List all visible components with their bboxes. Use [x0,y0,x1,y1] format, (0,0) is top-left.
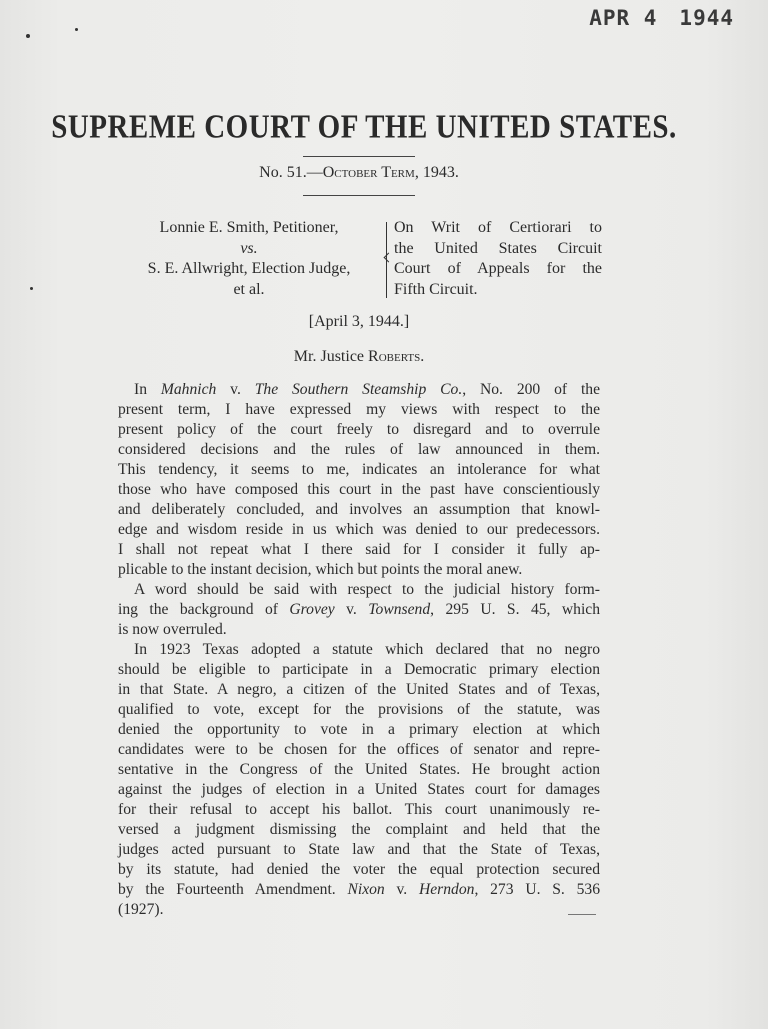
text-line: (1927). [118,901,164,918]
text-line: edge and wisdom reside in us which was denied to our predecessors. [118,521,600,538]
decision-date: [April 3, 1944.] [308,313,410,330]
case-name: The Southern Steamship Co. [254,381,463,398]
docket-number: No. 51.— [259,164,323,181]
text-line: judges acted pursuant to State law and that the State of Texas, [118,841,600,858]
stamp-year: 1944 [679,6,734,30]
text-line: This tendency, it seems to me, indicates an intolerance for what [118,461,600,478]
term-year: , 1943. [414,164,459,181]
case-name: Grovey [289,601,335,618]
court-title: SUPREME COURT OF THE UNITED STATES. [51,108,677,146]
text-line: sentative in the Congress of the United States. He brought action [118,761,600,778]
paragraph-2 [118,580,600,640]
paragraph-3 [118,640,600,920]
text-line: In 1923 Texas adopted a statute which declared that no negro [134,641,600,658]
text-line: candidates were to be chosen for the offices of senator and repre- [118,741,600,758]
case-parties [112,218,386,300]
text-line: by its statute, had denied the voter the equal protection secured [118,861,600,878]
text-line: those who have composed this court in the past have conscientiously [118,481,600,498]
justice-name: Roberts. [368,348,425,365]
stamp-month-day: APR 4 [589,6,658,30]
docket-rule [303,195,415,196]
text-line: qualified to vote, except for the provisions of the statute, was [118,701,600,718]
docket-line [0,164,718,182]
justice-heading [0,348,718,366]
scan-speck [75,28,78,31]
writ-line: Court of Appeals for the [394,260,602,277]
caption-brace [376,222,387,298]
text-line: denied the opportunity to vote in a primary election at which [118,721,600,738]
text-line: and deliberately concluded, and involves an assumption that knowl- [118,501,600,518]
case-name: Townsend [368,601,431,618]
text-line: A word should be said with respect to the judicial history form- [134,581,600,598]
text-line: I shall not repeat what I there said for I consider it fully ap- [118,541,600,558]
justice-prefix: Mr. Justice [293,348,369,365]
text-line: against the judges of election in a United States court for damages [118,781,600,798]
versus: vs. [240,239,258,257]
text-line: present term, I have expressed my views with respect to the [118,401,600,418]
paragraph-1 [118,380,600,580]
text-line: considered decisions and the rules of law announced in them. [118,441,600,458]
scan-speck [26,34,30,38]
title-rule [303,156,415,157]
text-line: present policy of the court freely to disregard and to overrule [118,421,600,438]
petitioner: Lonnie E. Smith, Petitioner, [159,219,339,236]
case-name: Mahnich [160,381,217,398]
scan-speck [30,287,33,290]
text-line: ing the background of Grovey v. Townsend, 295 U. S. 45, which [118,601,600,618]
text-line: by the Fourteenth Amendment. Nixon v. Herndon, 273 U. S. 536 [118,881,601,898]
text-line: is now overruled. [118,621,227,638]
case-name: Nixon [347,881,385,898]
respondent-et-al: et al. [233,280,265,298]
page-end-mark [568,914,596,915]
writ-line: Fifth Circuit. [394,280,478,298]
case-name: Herndon [419,881,475,898]
respondent: S. E. Allwright, Election Judge, [147,260,351,277]
received-date-stamp [589,6,734,30]
text-line: plicable to the instant decision, which but points the moral anew. [118,561,523,578]
text-line: for their refusal to accept his ballot. This court unanimously re- [118,801,600,818]
text-line: should be eligible to participate in a Democratic primary election [118,661,600,678]
text-line: in that State. A negro, a citizen of the United States and of Texas, [118,681,600,698]
writ-line: the United States Circuit [394,239,602,257]
text-line: versed a judgment dismissing the complaint and held that the [118,821,600,838]
writ-description [394,218,602,300]
text-line: In Mahnich v. The Southern Steamship Co., No. 200 of the [134,381,600,398]
writ-line: On Writ of Certiorari to [394,219,602,236]
term-label: October Term [322,164,415,181]
